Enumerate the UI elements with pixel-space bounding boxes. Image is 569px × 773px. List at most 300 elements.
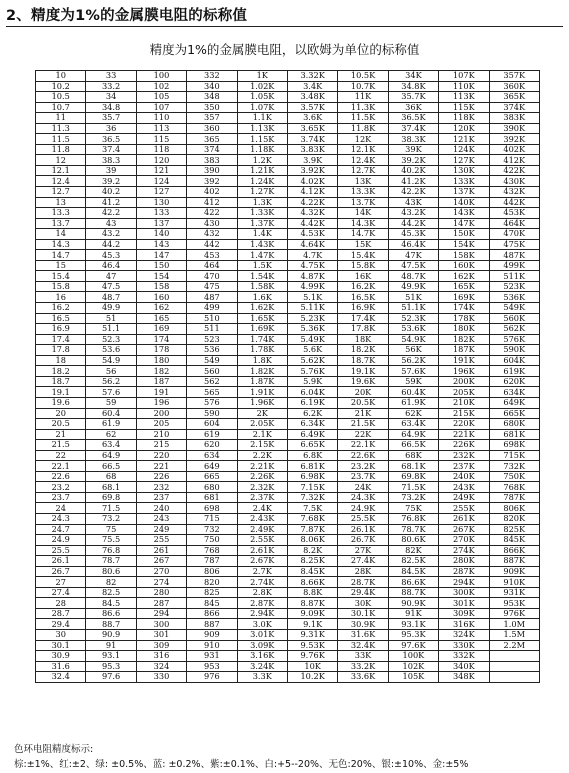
table-cell: 62 [86, 429, 136, 440]
table-cell: 243 [136, 513, 186, 524]
table-cell: 22K [338, 429, 388, 440]
table-cell: 158 [136, 281, 186, 292]
table-cell: 22.1K [338, 440, 388, 451]
table-cell: 17.4K [338, 313, 388, 324]
table-cell: 36 [86, 123, 136, 134]
table-cell: 42.2 [86, 208, 136, 219]
table-cell: 453K [489, 208, 539, 219]
table-cell: 590 [187, 408, 237, 419]
table-cell: 56.2 [86, 376, 136, 387]
table-cell: 1.21K [237, 165, 287, 176]
table-cell: 442 [187, 239, 237, 250]
table-cell: 12.7K [338, 165, 388, 176]
table-cell: 9.76K [287, 651, 337, 662]
table-row [36, 271, 540, 282]
table-cell: 3.74K [287, 134, 337, 145]
table-cell: 294K [439, 577, 489, 588]
table-cell: 30K [338, 598, 388, 609]
table-cell: 84.5 [86, 598, 136, 609]
table-cell: 22.6K [338, 450, 388, 461]
table-cell: 15.8K [338, 260, 388, 271]
table-cell: 205 [136, 419, 186, 430]
table-cell: 1.5K [237, 260, 287, 271]
table-cell: 357 [187, 113, 237, 124]
table-cell: 26.1 [36, 556, 86, 567]
table-row [36, 92, 540, 103]
table-cell: 374 [187, 144, 237, 155]
table-cell: 23.2K [338, 461, 388, 472]
table-cell: 97.6 [86, 672, 136, 683]
table-cell: 300 [136, 619, 186, 630]
table-cell: 4.02K [287, 176, 337, 187]
table-cell: 196 [136, 397, 186, 408]
table-cell: 412K [489, 155, 539, 166]
table-cell: 43 [86, 218, 136, 229]
table-cell: 499K [489, 260, 539, 271]
table-cell: 9.53K [287, 640, 337, 651]
table-row [36, 281, 540, 292]
table-cell: 475 [187, 281, 237, 292]
table-cell: 866K [489, 545, 539, 556]
table-cell: 160 [136, 292, 186, 303]
table-cell: 14.7 [36, 250, 86, 261]
table-cell: 29.4K [338, 587, 388, 598]
table-cell: 350 [187, 102, 237, 113]
table-row [36, 492, 540, 503]
table-cell: 75 [86, 524, 136, 535]
table-row [36, 450, 540, 461]
table-cell: 226 [136, 471, 186, 482]
table-row [36, 503, 540, 514]
table-cell: 2.21K [237, 461, 287, 472]
table-cell: 7.68K [287, 513, 337, 524]
table-cell: 953K [489, 598, 539, 609]
table-cell: 390 [187, 165, 237, 176]
table-cell: 32.4K [338, 640, 388, 651]
table-cell: 732 [187, 524, 237, 535]
table-cell: 2.26K [237, 471, 287, 482]
table-cell: 32.4 [36, 672, 86, 683]
table-cell: 365K [489, 92, 539, 103]
table-cell: 60.4 [86, 408, 136, 419]
table-cell: 165K [439, 281, 489, 292]
table-cell: 12 [36, 155, 86, 166]
table-cell: 1.96K [237, 397, 287, 408]
table-row [36, 81, 540, 92]
table-cell: 53.6K [388, 324, 438, 335]
table-cell: 2K [237, 408, 287, 419]
table-cell: 2.32K [237, 482, 287, 493]
table-cell: 215K [439, 408, 489, 419]
table-cell: 154K [439, 239, 489, 250]
table-cell: 33 [86, 71, 136, 82]
table-cell: 523K [489, 281, 539, 292]
table-cell: 45.3 [86, 250, 136, 261]
table-row [36, 334, 540, 345]
table-cell: 2.61K [237, 545, 287, 556]
table-row [36, 429, 540, 440]
table-cell: 14.3K [338, 218, 388, 229]
table-cell: 33.2 [86, 81, 136, 92]
table-cell: 191 [136, 387, 186, 398]
table-cell: 24.7 [36, 524, 86, 535]
table-cell: 390K [489, 123, 539, 134]
table-cell: 47K [388, 250, 438, 261]
table-cell: 316K [439, 619, 489, 630]
table-row [36, 250, 540, 261]
table-row [36, 619, 540, 630]
table-cell: 5.76K [287, 366, 337, 377]
table-cell: 11.8 [36, 144, 86, 155]
table-cell: 8.8K [287, 587, 337, 598]
table-cell: 120 [136, 155, 186, 166]
table-cell: 237 [136, 492, 186, 503]
table-cell: 24.9K [338, 503, 388, 514]
table-cell: 19.1 [36, 387, 86, 398]
table-cell: 1.15K [237, 134, 287, 145]
table-cell: 33K [338, 651, 388, 662]
table-cell: 12.1K [338, 144, 388, 155]
table-cell: 82.5K [388, 556, 438, 567]
table-cell: 475K [489, 239, 539, 250]
table-cell: 536 [187, 345, 237, 356]
table-cell: 35.7 [86, 113, 136, 124]
table-cell: 69.8 [86, 492, 136, 503]
table-cell: 13K [338, 176, 388, 187]
table-cell: 562 [187, 376, 237, 387]
table-row [36, 71, 540, 82]
table-cell: 137 [136, 218, 186, 229]
table-cell: 249 [136, 524, 186, 535]
table-cell: 3.24K [237, 661, 287, 672]
table-cell: 14.3 [36, 239, 86, 250]
table-cell: 1.02K [237, 81, 287, 92]
table-cell: 196K [439, 366, 489, 377]
table-cell: 75.5 [86, 535, 136, 546]
table-cell: 4.12K [287, 187, 337, 198]
table-cell: 19.6K [338, 376, 388, 387]
table-cell: 4.87K [287, 271, 337, 282]
table-cell: 255 [136, 535, 186, 546]
table-cell: 681K [489, 429, 539, 440]
table-row [36, 176, 540, 187]
table-cell: 267 [136, 556, 186, 567]
table-cell: 200 [136, 408, 186, 419]
heading-underline [6, 26, 563, 27]
table-cell: 57.6 [86, 387, 136, 398]
table-row [36, 260, 540, 271]
table-cell: 280K [439, 556, 489, 567]
table-cell: 1.24K [237, 176, 287, 187]
table-cell: 270K [439, 535, 489, 546]
table-cell: 27.4 [36, 587, 86, 598]
table-cell: 16.2K [338, 281, 388, 292]
table-cell: 383 [187, 155, 237, 166]
table-cell: 62K [388, 408, 438, 419]
table-cell: 5.9K [287, 376, 337, 387]
table-cell: 12.4K [338, 155, 388, 166]
table-cell: 18.2K [338, 345, 388, 356]
table-cell: 604K [489, 355, 539, 366]
table-cell: 1K [237, 71, 287, 82]
table-cell: 27.4K [338, 556, 388, 567]
table-title: 精度为1%的金属膜电阻，以欧姆为单位的标称值 [149, 42, 420, 57]
table-row [36, 566, 540, 577]
table-cell: 309 [136, 640, 186, 651]
table-cell: 237K [439, 461, 489, 472]
table-cell: 51 [86, 313, 136, 324]
table-row [36, 113, 540, 124]
table-cell: 17.8K [338, 324, 388, 335]
table-cell: 1.78K [237, 345, 287, 356]
table-cell: 93.1 [86, 651, 136, 662]
table-cell: 102K [388, 661, 438, 672]
table-cell: 29.4 [36, 619, 86, 630]
table-cell: 24K [338, 482, 388, 493]
table-cell: 620K [489, 376, 539, 387]
table-cell: 47.5 [86, 281, 136, 292]
table-cell: 14.7K [338, 229, 388, 240]
table-cell: 374K [489, 102, 539, 113]
table-cell: 51.1 [86, 324, 136, 335]
table-cell: 9.31K [287, 629, 337, 640]
table-cell: 24.3K [338, 492, 388, 503]
table-cell: 18.7K [338, 355, 388, 366]
table-cell: 178 [136, 345, 186, 356]
table-cell: 2.2M [489, 640, 539, 651]
table-cell: 37.4 [86, 144, 136, 155]
table-cell: 52.3 [86, 334, 136, 345]
table-cell: 66.5 [86, 461, 136, 472]
table-cell: 17.8 [36, 345, 86, 356]
table-cell: 348 [187, 92, 237, 103]
table-cell: 2.74K [237, 577, 287, 588]
table-cell: 41.2 [86, 197, 136, 208]
table-cell: 681 [187, 492, 237, 503]
table-cell: 16.5 [36, 313, 86, 324]
table-cell: 604 [187, 419, 237, 430]
table-cell: 54.9K [388, 334, 438, 345]
table-cell: 1.13K [237, 123, 287, 134]
table-cell: 169K [439, 292, 489, 303]
table-cell: 110 [136, 113, 186, 124]
table-cell: 44.2K [388, 218, 438, 229]
table-cell: 16 [36, 292, 86, 303]
table-cell: 14 [36, 229, 86, 240]
table-cell: 10.5 [36, 92, 86, 103]
table-cell: 806 [187, 566, 237, 577]
table-cell: 18.7 [36, 376, 86, 387]
table-cell: 102 [136, 81, 186, 92]
table-cell: 560 [187, 366, 237, 377]
table-cell: 1.54K [237, 271, 287, 282]
table-cell: 27K [338, 545, 388, 556]
resistor-value-table [35, 70, 540, 683]
table-cell: 20 [36, 408, 86, 419]
table-cell: 86.6 [86, 608, 136, 619]
table-cell: 26.7K [338, 535, 388, 546]
table-cell: 71.5K [388, 482, 438, 493]
table-row [36, 218, 540, 229]
table-cell: 210K [439, 397, 489, 408]
table-cell: 430 [187, 218, 237, 229]
table-cell: 115K [439, 102, 489, 113]
table-cell: 11.8K [338, 123, 388, 134]
table-cell: 221K [439, 429, 489, 440]
legend-text: 棕:±1%、红:±2、绿: ±0.5%、蓝: ±0.2%、紫:±0.1%、白:+5--20%、无色:20%、银:±10%、金:±5% [14, 759, 469, 770]
table-cell: 13.3 [36, 208, 86, 219]
table-cell: 30.9 [36, 651, 86, 662]
table-row [36, 208, 540, 219]
table-cell: 124 [136, 176, 186, 187]
table-cell: 1.2K [237, 155, 287, 166]
table-cell: 576 [187, 397, 237, 408]
table-cell: 162 [136, 303, 186, 314]
table-cell: 182 [136, 366, 186, 377]
table-cell: 11 [36, 113, 86, 124]
table-cell: 348K [439, 672, 489, 683]
table-cell: 80.6 [86, 566, 136, 577]
table-cell: 2.67K [237, 556, 287, 567]
table-cell: 1.07K [237, 102, 287, 113]
table-cell: 53.6 [86, 345, 136, 356]
table-cell: 1.47K [237, 250, 287, 261]
table-cell: 1.82K [237, 366, 287, 377]
table-cell: 825 [187, 587, 237, 598]
table-row [36, 482, 540, 493]
table-cell: 13.3K [338, 187, 388, 198]
table-cell: 118 [136, 144, 186, 155]
table-cell: 22 [36, 450, 86, 461]
table-cell: 51.1K [388, 303, 438, 314]
table-cell: 121K [439, 134, 489, 145]
table-cell: 11.5 [36, 134, 86, 145]
table-cell: 698 [187, 503, 237, 514]
table-cell: 158K [439, 250, 489, 261]
table-cell: 910 [187, 640, 237, 651]
table-cell: 976 [187, 672, 237, 683]
table-cell: 39K [388, 144, 438, 155]
table-cell: 162K [439, 271, 489, 282]
table-cell: 73.2 [86, 513, 136, 524]
table-cell: 34.8K [388, 81, 438, 92]
table-cell: 86.6K [388, 577, 438, 588]
table-cell: 97.6K [388, 640, 438, 651]
table-row [36, 397, 540, 408]
table-cell: 105K [388, 672, 438, 683]
table-cell: 2.49K [237, 524, 287, 535]
table-cell: 301K [439, 598, 489, 609]
table-cell: 35.7K [388, 92, 438, 103]
table-cell: 1.3K [237, 197, 287, 208]
table-cell: 26.7 [36, 566, 86, 577]
table-cell: 16.9K [338, 303, 388, 314]
table-cell: 56K [388, 345, 438, 356]
table-cell: 576K [489, 334, 539, 345]
table-row [36, 672, 540, 683]
table-cell: 1.69K [237, 324, 287, 335]
table-cell: 68K [388, 450, 438, 461]
table-row [36, 524, 540, 535]
table-cell: 180 [136, 355, 186, 366]
table-cell: 3.09K [237, 640, 287, 651]
table-row [36, 471, 540, 482]
table-cell: 25.5 [36, 545, 86, 556]
table-cell: 309K [439, 608, 489, 619]
table-row [36, 155, 540, 166]
table-row [36, 419, 540, 430]
table-cell: 820 [187, 577, 237, 588]
table-cell: 9.1K [287, 619, 337, 630]
table-cell: 243K [439, 482, 489, 493]
table-row [36, 197, 540, 208]
table-cell: 13.7 [36, 218, 86, 229]
table-cell: 90.9 [86, 629, 136, 640]
table-cell: 619 [187, 429, 237, 440]
table-row [36, 556, 540, 567]
table-cell: 287 [136, 598, 186, 609]
table-cell: 23.7 [36, 492, 86, 503]
table-cell: 56.2K [388, 355, 438, 366]
table-cell: 549K [489, 303, 539, 314]
table-cell: 11.3 [36, 123, 86, 134]
table-cell: 3.0K [237, 619, 287, 630]
table-cell: 42.2K [388, 187, 438, 198]
table-cell: 487K [489, 250, 539, 261]
table-row [36, 303, 540, 314]
table-cell: 137K [439, 187, 489, 198]
table-cell: 1.5M [489, 629, 539, 640]
table-cell: 232 [136, 482, 186, 493]
table-row [36, 629, 540, 640]
table-cell: 13.7K [338, 197, 388, 208]
table-row [36, 123, 540, 134]
table-cell: 910K [489, 577, 539, 588]
table-cell: 1.1K [237, 113, 287, 124]
table-cell: 10.5K [338, 71, 388, 82]
table-cell: 280 [136, 587, 186, 598]
table-cell: 124K [439, 144, 489, 155]
table-cell: 2.8K [237, 587, 287, 598]
table-cell: 750K [489, 471, 539, 482]
table-cell: 620 [187, 440, 237, 451]
table-row [36, 513, 540, 524]
legend-title: 色环电阻精度标示: [14, 744, 94, 755]
table-cell: 976K [489, 608, 539, 619]
table-cell: 464 [187, 260, 237, 271]
table-cell: 422K [489, 165, 539, 176]
table-row [36, 229, 540, 240]
table-cell: 80.6K [388, 535, 438, 546]
table-cell: 931 [187, 651, 237, 662]
table-cell: 52.3K [388, 313, 438, 324]
table-cell: 953 [187, 661, 237, 672]
table-cell: 47.5K [388, 260, 438, 271]
table-cell: 301 [136, 629, 186, 640]
table-cell: 10 [36, 71, 86, 82]
table-cell: 220 [136, 450, 186, 461]
table-cell: 143K [439, 208, 489, 219]
table-cell: 5.1K [287, 292, 337, 303]
table-cell: 1.05K [237, 92, 287, 103]
table-cell: 34K [388, 71, 438, 82]
table-cell: 2.1K [237, 429, 287, 440]
table-cell: 4.32K [287, 208, 337, 219]
table-cell: 113 [136, 123, 186, 134]
table-cell: 6.34K [287, 419, 337, 430]
table-cell: 2.94K [237, 608, 287, 619]
table-cell: 66.5K [388, 440, 438, 451]
